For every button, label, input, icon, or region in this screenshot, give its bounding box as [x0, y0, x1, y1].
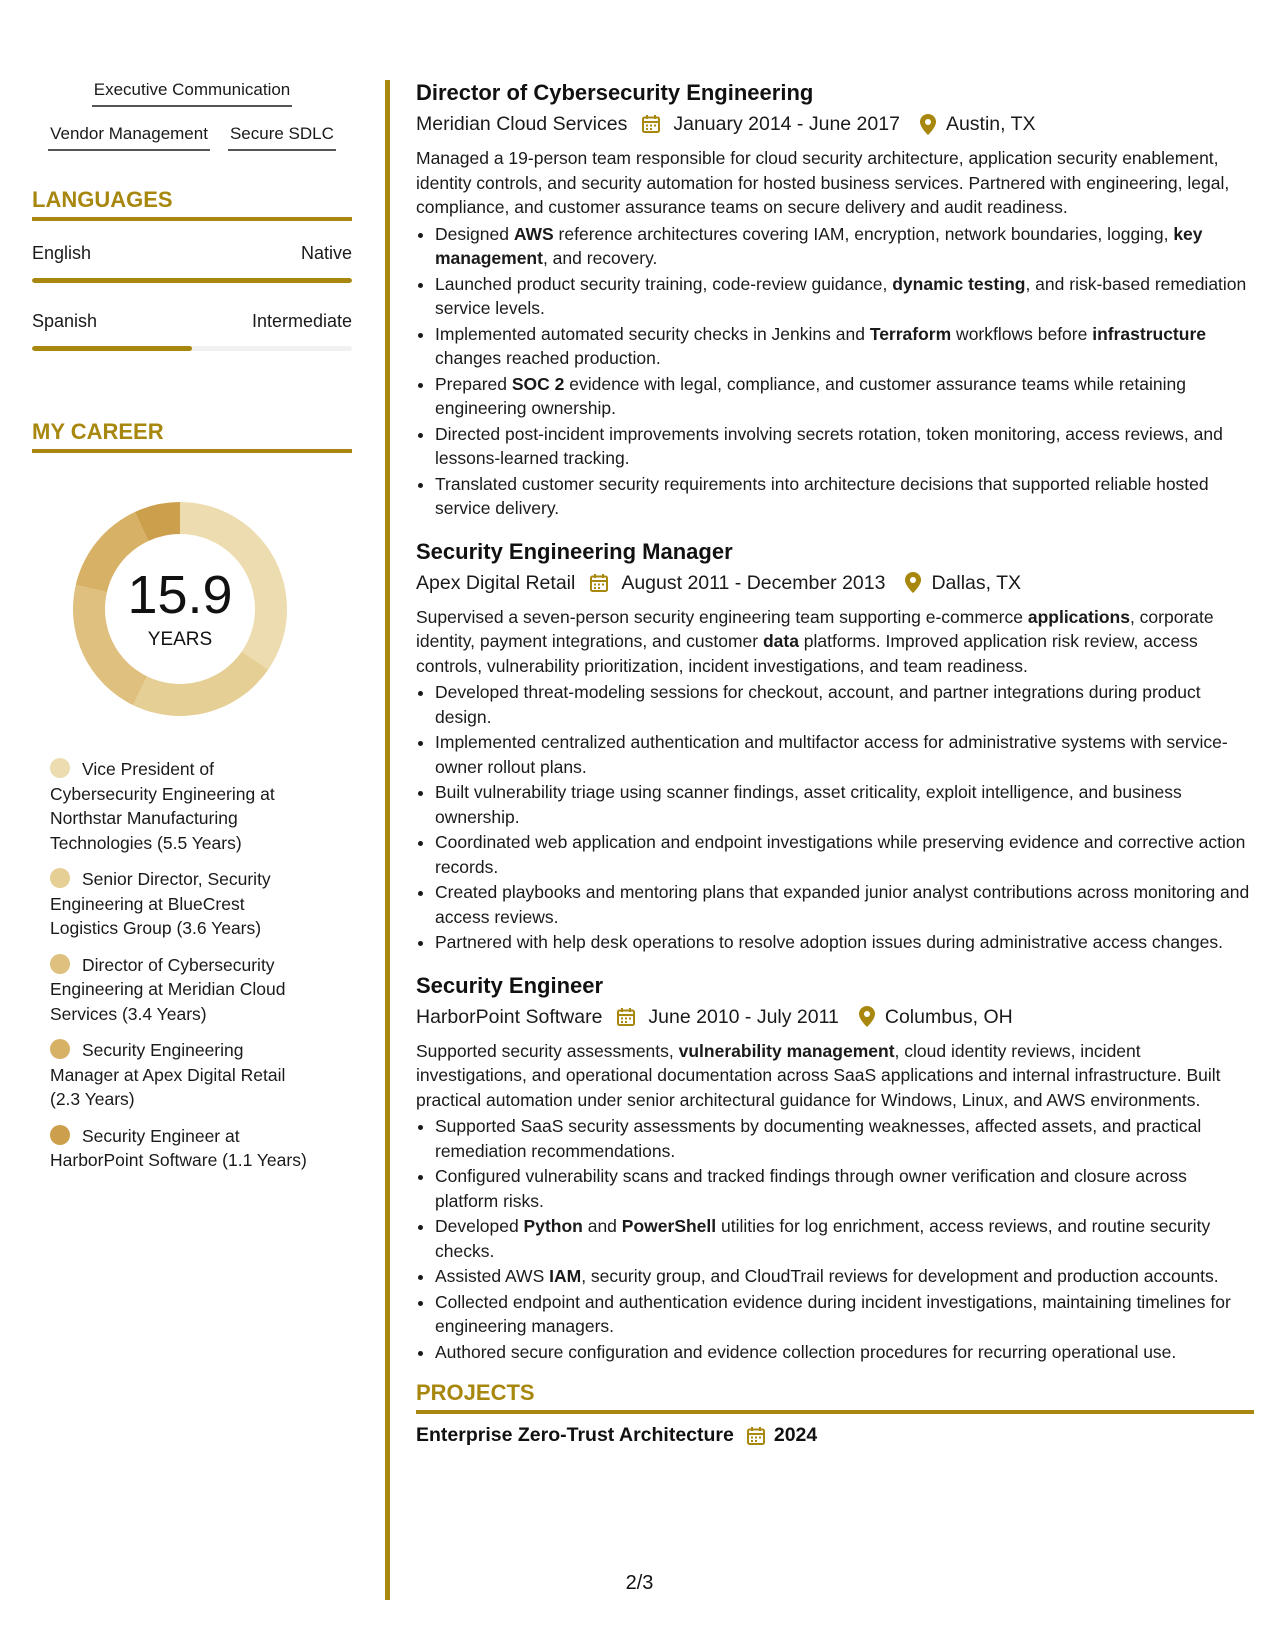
legend-label: Security Engineer at HarborPoint Software (1.1 Years) — [50, 1125, 307, 1170]
job-meta — [416, 110, 1254, 138]
bullet-item: • Coordinated web application and endpoint investigations while preserving evidence and corrective action records. — [435, 830, 1254, 879]
legend-dot — [50, 868, 70, 888]
language-bar-fill — [32, 346, 192, 351]
project-year: 2024 — [773, 1424, 818, 1446]
bullet-item: • Developed Python and PowerShell utilities for log enrichment, access reviews, and routine security checks. — [435, 1214, 1254, 1263]
company-name: HarborPoint Software — [416, 1005, 603, 1028]
job-dates: August 2011 - December 2013 — [621, 571, 886, 594]
page-number-label: 2/3 — [625, 1572, 654, 1594]
column-divider — [385, 80, 390, 1600]
bullet-item: • Translated customer security requirements into architecture decisions that supported reliable hosted service delivery. — [435, 472, 1254, 521]
legend-dot — [50, 954, 70, 974]
bullet-item: • Collected endpoint and authentication evidence during incident investigations, maintaining timelines for engineering managers. — [435, 1290, 1254, 1339]
job-dates: January 2014 - June 2017 — [673, 113, 900, 135]
main-column — [416, 78, 1254, 1447]
bullet-item: • Directed post-incident improvements involving secrets rotation, token monitoring, access reviews, and lessons-learned tracking. — [435, 422, 1254, 471]
page-number — [0, 1572, 1275, 1595]
job-summary: Supervised a seven-person security engineering team supporting e-commerce applications, corporate identity, payment integrations, and customer data platforms. Improved application risk review, access controls, vulnerability prioritization, incident investigations, and team readiness. — [416, 606, 1214, 676]
bullet-item: • Created playbooks and mentoring plans that expanded junior analyst contributions across monitoring and access reviews. — [435, 880, 1254, 929]
bullet-item: • Built vulnerability triage using scanner findings, asset criticality, exploit intelligence, and business ownership. — [435, 780, 1254, 829]
job-title: Security Engineering Manager — [416, 538, 733, 564]
experience-entry — [416, 537, 1254, 955]
bullet-item: • Implemented automated security checks in Jenkins and Terraform workflows before infrastructure changes reached production. — [435, 322, 1254, 371]
skill-tag: Secure SDLC — [228, 124, 336, 151]
language-level: Intermediate — [251, 311, 352, 331]
job-bullets — [416, 680, 1254, 955]
bullet-item: • Prepared SOC 2 evidence with legal, compliance, and customer assurance teams while retaining engineering ownership. — [435, 372, 1254, 421]
legend-item — [50, 1124, 310, 1173]
calendar-icon — [589, 573, 609, 593]
career-unit: YEARS — [147, 629, 213, 650]
experience-entry — [416, 78, 1254, 521]
company-name: Apex Digital Retail — [416, 571, 576, 594]
projects-heading: PROJECTS — [416, 1380, 1254, 1414]
map-pin-icon — [920, 114, 936, 135]
bullet-item: • Configured vulnerability scans and tracked findings through owner verification and closure across platform risks. — [435, 1164, 1254, 1213]
language-bar-fill — [32, 278, 352, 283]
legend-label: Vice President of Cybersecurity Engineering at Northstar Manufacturing Technologies (5.5 Years) — [50, 759, 275, 853]
project-name: Enterprise Zero-Trust Architecture — [416, 1424, 734, 1446]
experience-entry — [416, 971, 1254, 1365]
calendar-icon — [616, 1007, 636, 1027]
bullet-item: • Implemented centralized authentication and multifactor access for administrative systems with service-owner rollout plans. — [435, 730, 1254, 779]
job-title: Director of Cybersecurity Engineering — [416, 80, 814, 105]
language-bar — [32, 278, 352, 283]
bullet-item: • Launched product security training, code-review guidance, dynamic testing, and risk-based remediation service levels. — [435, 272, 1254, 321]
job-summary: Managed a 19-person team responsible for cloud security architecture, application security enablement, identity controls, and security automation for hosted business services. Partnered with engineering, legal, compliance, and customer assurance teams on secure delivery and audit readiness. — [416, 148, 1230, 217]
job-title: Security Engineer — [416, 972, 604, 998]
languages-heading: LANGUAGES — [32, 187, 352, 221]
skills-tags — [32, 80, 352, 151]
project-item — [416, 1424, 1254, 1447]
legend-item — [50, 953, 310, 1027]
calendar-icon — [746, 1426, 766, 1446]
language-item — [32, 243, 352, 283]
language-bar — [32, 346, 352, 351]
bullet-item: • Developed threat-modeling sessions for checkout, account, and partner integrations during product design. — [435, 680, 1254, 729]
legend-item — [50, 1038, 310, 1112]
job-summary: Supported security assessments, vulnerability management, cloud identity reviews, incident investigations, and operational documentation across SaaS applications and internal infrastructure. Built practical automation under senior architectural guidance for Windows, Linux, and AWS environments. — [416, 1040, 1221, 1110]
skill-tag: Executive Communication — [92, 80, 293, 107]
bullet-item: • Partnered with help desk operations to resolve adoption issues during administrative access changes. — [435, 930, 1254, 955]
language-item — [32, 311, 352, 351]
language-name: English — [32, 243, 92, 263]
career-legend — [50, 757, 310, 1173]
legend-item — [50, 867, 310, 941]
bullet-item: • Supported SaaS security assessments by documenting weaknesses, affected assets, and practical remediation recommendations. — [435, 1114, 1254, 1163]
job-bullets — [416, 1114, 1254, 1364]
sidebar — [32, 80, 352, 1185]
legend-label: Director of Cybersecurity Engineering at Meridian Cloud Services (3.4 Years) — [50, 954, 286, 1024]
bullet-item: • Authored secure configuration and evidence collection procedures for recurring operational use. — [435, 1340, 1254, 1365]
company-name: Meridian Cloud Services — [416, 113, 628, 135]
calendar-icon — [641, 114, 661, 134]
job-meta — [416, 1003, 1254, 1031]
career-heading: MY CAREER — [32, 419, 352, 453]
legend-label: Security Engineering Manager at Apex Digital Retail (2.3 Years) — [50, 1040, 286, 1109]
career-total: 15.9 — [127, 565, 233, 625]
bullet-item: • Assisted AWS IAM, security group, and CloudTrail reviews for development and production accounts. — [435, 1264, 1254, 1289]
job-location: Dallas, TX — [931, 571, 1022, 594]
legend-item — [50, 757, 310, 855]
language-level: Native — [300, 243, 352, 263]
job-meta — [416, 569, 1254, 597]
language-name: Spanish — [32, 311, 98, 331]
legend-label: Senior Director, Security Engineering at BlueCrest Logistics Group (3.6 Years) — [50, 869, 271, 938]
job-location: Columbus, OH — [884, 1005, 1013, 1028]
map-pin-icon — [859, 1006, 875, 1027]
skill-tag: Vendor Management — [48, 124, 210, 151]
legend-dot — [50, 758, 70, 778]
job-dates: June 2010 - July 2011 — [648, 1005, 839, 1028]
job-location: Austin, TX — [945, 113, 1036, 135]
bullet-item: • Designed AWS reference architectures covering IAM, encryption, network boundaries, logging, key management, and recovery. — [435, 222, 1254, 271]
job-bullets — [416, 222, 1254, 521]
career-donut-chart — [68, 497, 292, 721]
legend-dot — [50, 1125, 70, 1145]
legend-dot — [50, 1039, 70, 1059]
map-pin-icon — [905, 572, 921, 593]
